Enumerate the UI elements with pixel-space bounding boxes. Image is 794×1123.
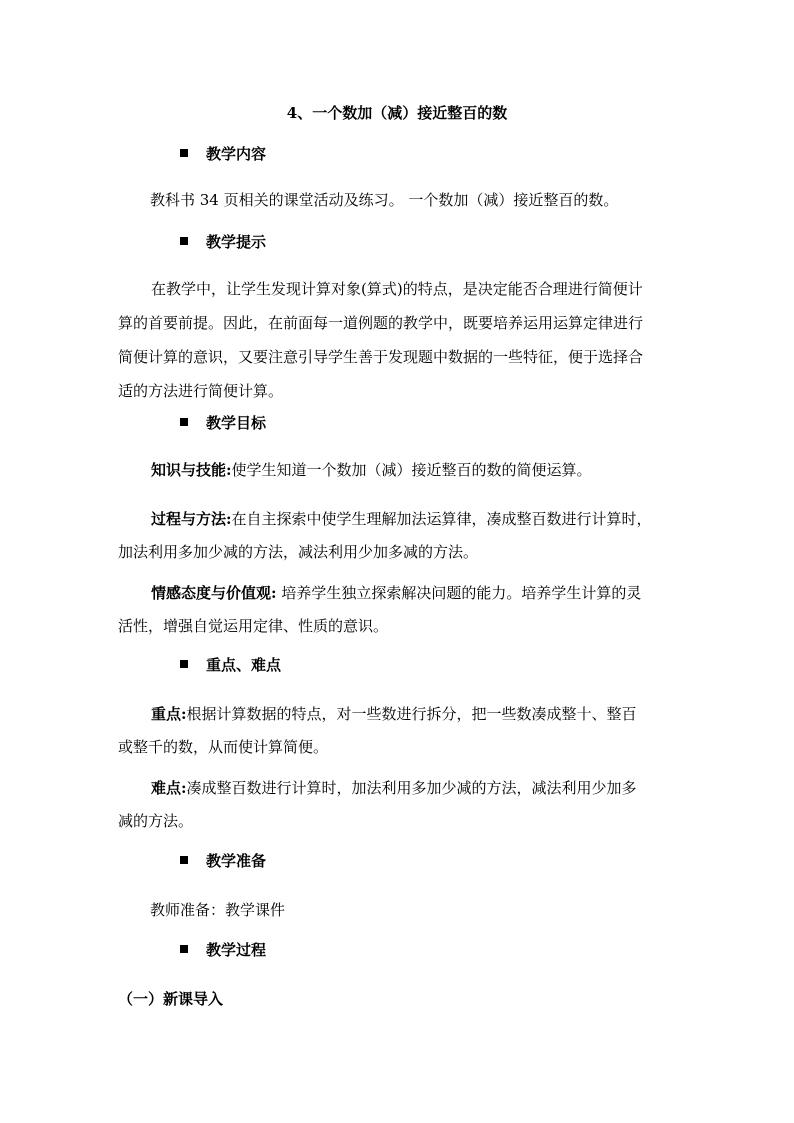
heading-text: 教学过程 (206, 941, 267, 959)
square-bullet-icon (180, 856, 188, 864)
hint-line-2: 算的首要前提。因此，在前面每一道例题的教学中，既要培养运用运算定律进行 (118, 314, 644, 332)
section-heading-content (180, 143, 266, 164)
hint-line-1: 在教学中，让学生发现计算对象(算式)的特点，是决定能否合理进行简便计 (151, 280, 643, 298)
goal-text: 使学生知道一个数加（减）接近整百的数的简便运算。 (231, 461, 592, 479)
key-label: 重点: (151, 705, 187, 723)
goal-emotion-line-2: 活性，增强自觉运用定律、性质的意识。 (118, 617, 389, 635)
heading-text: 重点、难点 (206, 656, 282, 674)
goal-text: 在自主探索中使学生理解加法运算律，凑成整百数进行计算时， (231, 510, 652, 528)
section-heading-preparation (180, 850, 266, 871)
difficult-text: 凑成整百数进行计算时，加法利用多加少减的方法，减法利用少加多 (186, 779, 637, 797)
difficult-label: 难点: (151, 779, 187, 797)
preparation-text: 教师准备：教学课件 (150, 901, 286, 919)
section-heading-process (180, 939, 266, 960)
section-heading-key-points (180, 654, 281, 675)
hint-line-3: 简便计算的意识，又要注意引导学生善于发现题中数据的一些特征，便于选择合 (118, 348, 644, 366)
goal-label: 过程与方法: (151, 510, 232, 528)
square-bullet-icon (180, 660, 188, 668)
goal-label: 情感态度与价值观: (151, 584, 277, 602)
page-title: 4、一个数加（减）接近整百的数 (286, 104, 508, 122)
goal-text: 培养学生独立探索解决问题的能力。培养学生计算的灵 (276, 584, 642, 602)
square-bullet-icon (180, 945, 188, 953)
goal-knowledge (151, 453, 711, 487)
heading-text: 教学准备 (206, 852, 267, 870)
square-bullet-icon (180, 237, 188, 245)
key-point-line-1 (151, 697, 711, 731)
hint-line-4: 适的方法进行简便计算。 (118, 382, 284, 400)
heading-text: 教学提示 (206, 233, 267, 251)
square-bullet-icon (180, 149, 188, 157)
content-text: 教科书 34 页相关的课堂活动及练习。 一个数加（减）接近整百的数。 (150, 191, 619, 209)
heading-text: 教学目标 (206, 414, 267, 432)
goal-process-line-1 (151, 502, 711, 536)
goal-process-line-2: 加法利用多加少减的方法，减法利用少加多减的方法。 (118, 543, 479, 561)
goal-label: 知识与技能: (151, 461, 232, 479)
key-point-line-2: 或整千的数，从而使计算简便。 (118, 738, 329, 756)
goal-emotion-line-1 (151, 576, 711, 610)
heading-text: 教学内容 (206, 145, 267, 163)
difficult-point-line-2: 减的方法。 (118, 812, 194, 830)
section-heading-goals (180, 412, 266, 433)
key-text: 根据计算数据的特点，对一些数进行拆分，把一些数凑成整十、整百 (186, 705, 637, 723)
difficult-point-line-1 (151, 771, 711, 805)
square-bullet-icon (180, 418, 188, 426)
subsection-new-lesson-intro: （一）新课导入 (118, 990, 224, 1008)
section-heading-hint (180, 231, 266, 252)
